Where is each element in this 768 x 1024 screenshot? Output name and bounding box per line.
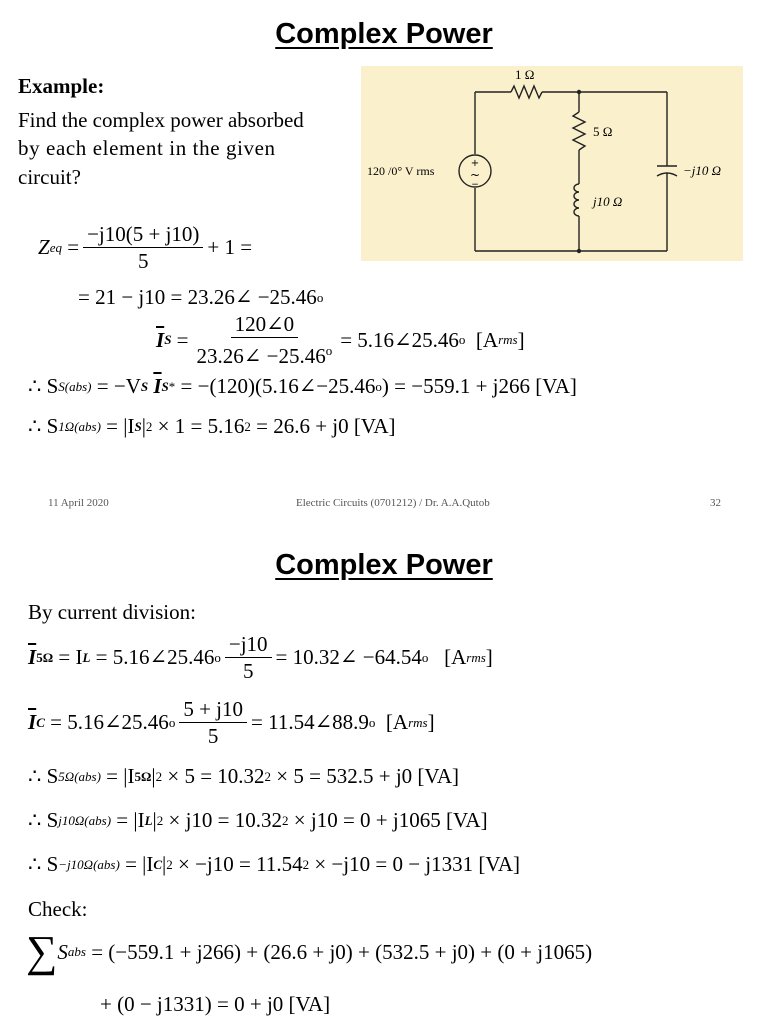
sum-line-2: + (0 − j1331) = 0 + j0 [VA] bbox=[100, 992, 331, 1016]
zeq-equation: Z eq = $\frac{-j10(5 + j10)}{5}$ + 1 = bbox=[38, 222, 253, 273]
problem-line-3: circuit? bbox=[18, 165, 81, 189]
footer-course: Electric Circuits (0701212) / Dr. A.A.Qutob bbox=[296, 497, 490, 509]
sl-equation: ∴ S j10Ω(abs) = |I L | 2 × j10 = 10.32 2 × j10 = 0 + j1065 [VA] bbox=[28, 808, 488, 832]
il-equation: $\overline{I}$ 5Ω = I L = 5.16∠25.46 o $\frac{-j10}{5}$ = 10.32∠ −64.54 o [A rms ] bbox=[28, 632, 493, 683]
r1-label: 1 Ω bbox=[515, 67, 535, 82]
c-label: −j10 Ω bbox=[683, 163, 722, 178]
footer-page: 32 bbox=[710, 497, 721, 509]
sum-line-1: ∑ S abs = (−559.1 + j266) + (26.6 + j0) + (532.5 + j0) + (0 + j1065) bbox=[26, 927, 593, 976]
current-division-intro: By current division: bbox=[28, 600, 196, 624]
problem-line-2: by each element in the given bbox=[18, 136, 276, 160]
r5-label: 5 Ω bbox=[593, 124, 613, 139]
zeq-result: = 21 − j10 = 23.26∠ −25.46 o bbox=[78, 285, 324, 309]
sc-equation: ∴ S −j10Ω(abs) = |I C | 2 × −j10 = 11.54 2 × −j10 = 0 − j1331 [VA] bbox=[28, 852, 520, 876]
svg-text:+: + bbox=[470, 158, 480, 169]
slide2-title: Complex Power bbox=[275, 549, 493, 581]
l-label: j10 Ω bbox=[593, 194, 623, 209]
problem-line-1: Find the complex power absorbed bbox=[18, 108, 304, 132]
footer-date: 11 April 2020 bbox=[48, 497, 109, 509]
svg-text:−: − bbox=[471, 180, 479, 190]
s5-equation: ∴ S 5Ω(abs) = |I 5Ω | 2 × 5 = 10.32 2 × 5 = 532.5 + j0 [VA] bbox=[28, 764, 460, 788]
check-label: Check: bbox=[28, 897, 88, 921]
ic-equation: $\overline{I}$ C = 5.16∠25.46 o $\frac{5 + j10}{5}$ = 11.54∠88.9 o [A rms ] bbox=[28, 697, 435, 748]
circuit-diagram bbox=[361, 66, 743, 261]
svg-text:~: ~ bbox=[469, 168, 481, 182]
source-label: 120 /0° V rms bbox=[367, 164, 435, 178]
ss-equation: ∴ S S(abs) = −V S $\overline{I}$ S * = −(120)(5.16∠−25.46 o ) = −559.1 + j266 [VA] bbox=[28, 374, 577, 398]
sum-symbol: ∑ bbox=[26, 927, 58, 976]
slide1-title: Complex Power bbox=[275, 18, 493, 50]
example-label: Example: bbox=[18, 74, 105, 98]
s1-equation: ∴ S 1Ω(abs) = |I S | 2 × 1 = 5.16 2 = 26.6 + j0 [VA] bbox=[28, 414, 396, 438]
is-equation: $\overline{I}$ S = $\frac{120\angle 0}{23.26\angle -25.46^o}$ = 5.16∠25.46 o [A rms ] bbox=[156, 312, 525, 368]
